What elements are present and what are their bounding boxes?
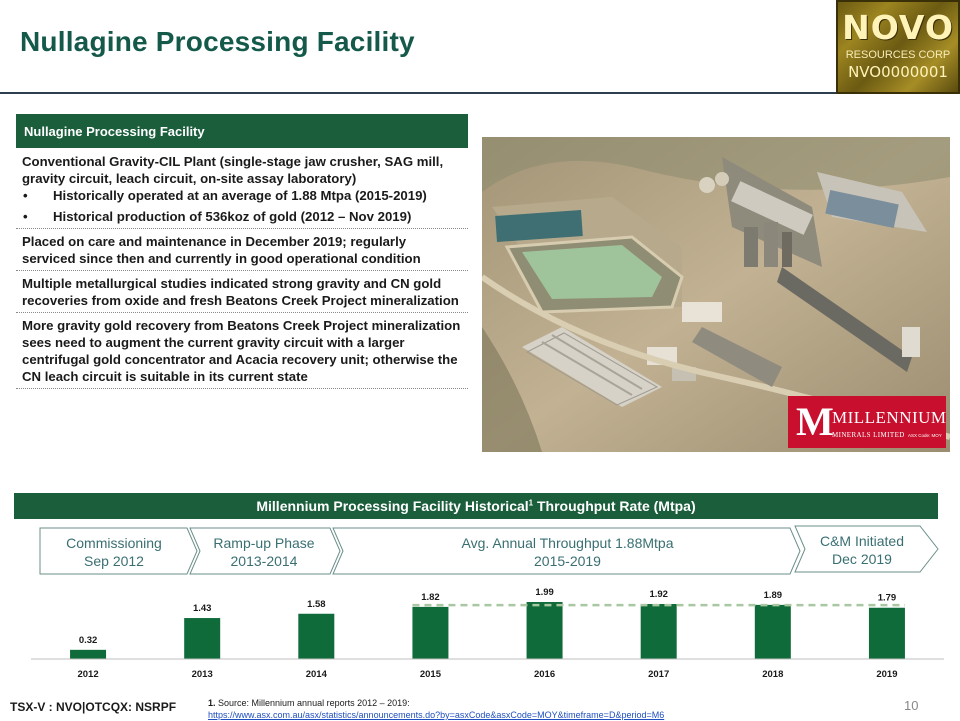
novo-logo-subtitle: RESOURCES CORP	[845, 49, 951, 61]
footnote-source-link[interactable]: https://www.asx.com.au/asx/statistics/announcements.do?by=asxCode&asxCode=MOY&timeframe=D&period=M6	[208, 710, 665, 720]
novo-logo-code: NVO0000001	[848, 63, 948, 81]
phase-ramp-up-date: 2013-2014	[230, 553, 298, 569]
facility-section-plant	[16, 149, 468, 229]
phase-avg-throughput	[345, 534, 790, 570]
millennium-logo	[788, 396, 946, 448]
data-label-2017: 1.92	[649, 589, 668, 601]
footnote-text: Source: Millennium annual reports 2012 – 2019:	[215, 698, 410, 708]
x-tick-label-2016: 2016	[533, 669, 556, 680]
facility-bullet	[22, 187, 462, 204]
facility-bullet-text: Historical production of 536koz of gold (2012 – Nov 2019)	[53, 209, 412, 224]
facility-section-text: Conventional Gravity-CIL Plant (single-stage jaw crusher, SAG mill, gravity circuit, leach circuit, on-site assay laboratory)	[22, 154, 444, 186]
phase-cm-initiated-date: Dec 2019	[832, 551, 892, 567]
bar-2013	[184, 618, 220, 659]
phase-cm-initiated	[802, 532, 922, 568]
chart-header-suffix: Throughput Rate (Mtpa)	[533, 498, 696, 514]
throughput-chart	[0, 580, 960, 690]
bar-2012	[70, 650, 106, 659]
bar-2014	[298, 614, 334, 659]
data-label-2012: 0.32	[78, 634, 98, 646]
millennium-logo-subtitle: MINERALS LIMITED	[832, 431, 905, 439]
chart-header-text: Millennium Processing Facility Historical	[256, 498, 529, 514]
phase-avg-throughput-label: Avg. Annual Throughput 1.88Mtpa	[461, 535, 674, 551]
data-label-2015: 1.82	[421, 591, 440, 603]
bullet-icon: •	[23, 209, 28, 224]
phase-commissioning-date: Sep 2012	[84, 553, 144, 569]
facility-panel	[16, 149, 468, 389]
data-label-2013: 1.43	[192, 603, 212, 615]
bar-2015	[412, 607, 448, 659]
footnote	[208, 697, 664, 721]
data-label-2019: 1.79	[877, 592, 897, 604]
phase-commissioning	[44, 534, 184, 570]
facility-section-care-maintenance: Placed on care and maintenance in December 2019; regularly serviced since then and currently in good operational condition	[16, 229, 468, 271]
chart-section-header	[14, 493, 938, 519]
facility-section-metallurgical-studies: Multiple metallurgical studies indicated strong gravity and CN gold recoveries from oxide and fresh Beatons Creek Project mineralization	[16, 271, 468, 313]
novo-logo	[836, 0, 960, 94]
millennium-logo-letter: M	[796, 399, 834, 444]
title-divider	[0, 92, 960, 94]
phase-ramp-up	[198, 534, 330, 570]
data-label-2018: 1.89	[763, 589, 783, 601]
data-label-2014: 1.58	[307, 598, 326, 610]
ticker-label: TSX-V : NVO|OTCQX: NSRPF	[10, 700, 177, 714]
x-tick-label-2019: 2019	[876, 669, 898, 680]
x-tick-label-2017: 2017	[648, 669, 670, 680]
phase-ramp-up-label: Ramp-up Phase	[213, 535, 315, 551]
x-tick-label-2015: 2015	[419, 669, 442, 680]
phase-commissioning-label: Commissioning	[66, 535, 162, 551]
page-number: 10	[904, 698, 919, 713]
facility-panel-header: Nullagine Processing Facility	[16, 114, 468, 148]
throughput-chart-svg	[0, 580, 960, 690]
millennium-logo-name: MILLENNIUM	[832, 408, 947, 427]
millennium-logo-code: ASX Code: MOY	[908, 433, 942, 438]
bar-2018	[755, 605, 791, 659]
bullet-icon: •	[23, 188, 28, 203]
bar-2017	[641, 604, 677, 659]
facility-section-gravity-recovery: More gravity gold recovery from Beatons Creek Project mineralization sees need to augment the current gravity circuit with a larger centrifugal gold concentrator and Acacia recovery unit; otherwise the CN leach circuit is suitable in its current state	[16, 313, 468, 389]
x-tick-label-2018: 2018	[762, 669, 784, 680]
x-tick-label-2014: 2014	[305, 669, 327, 680]
footnote-marker: 1.	[208, 698, 216, 708]
facility-bullet	[22, 208, 462, 225]
novo-logo-name: NOVO	[842, 8, 954, 47]
data-label-2016: 1.99	[535, 587, 554, 599]
x-tick-label-2013: 2013	[191, 669, 213, 680]
phase-avg-throughput-date: 2015-2019	[534, 553, 601, 569]
bar-2019	[869, 608, 905, 659]
chart-header-footnote-marker: 1	[528, 498, 534, 508]
page-title: Nullagine Processing Facility	[20, 26, 415, 57]
phase-cm-initiated-label: C&M Initiated	[819, 533, 905, 549]
x-tick-label-2012: 2012	[77, 669, 99, 680]
facility-bullet-text: Historically operated at an average of 1.88 Mtpa (2015-2019)	[53, 188, 427, 203]
phase-timeline	[0, 524, 960, 580]
bar-2016	[527, 602, 563, 659]
